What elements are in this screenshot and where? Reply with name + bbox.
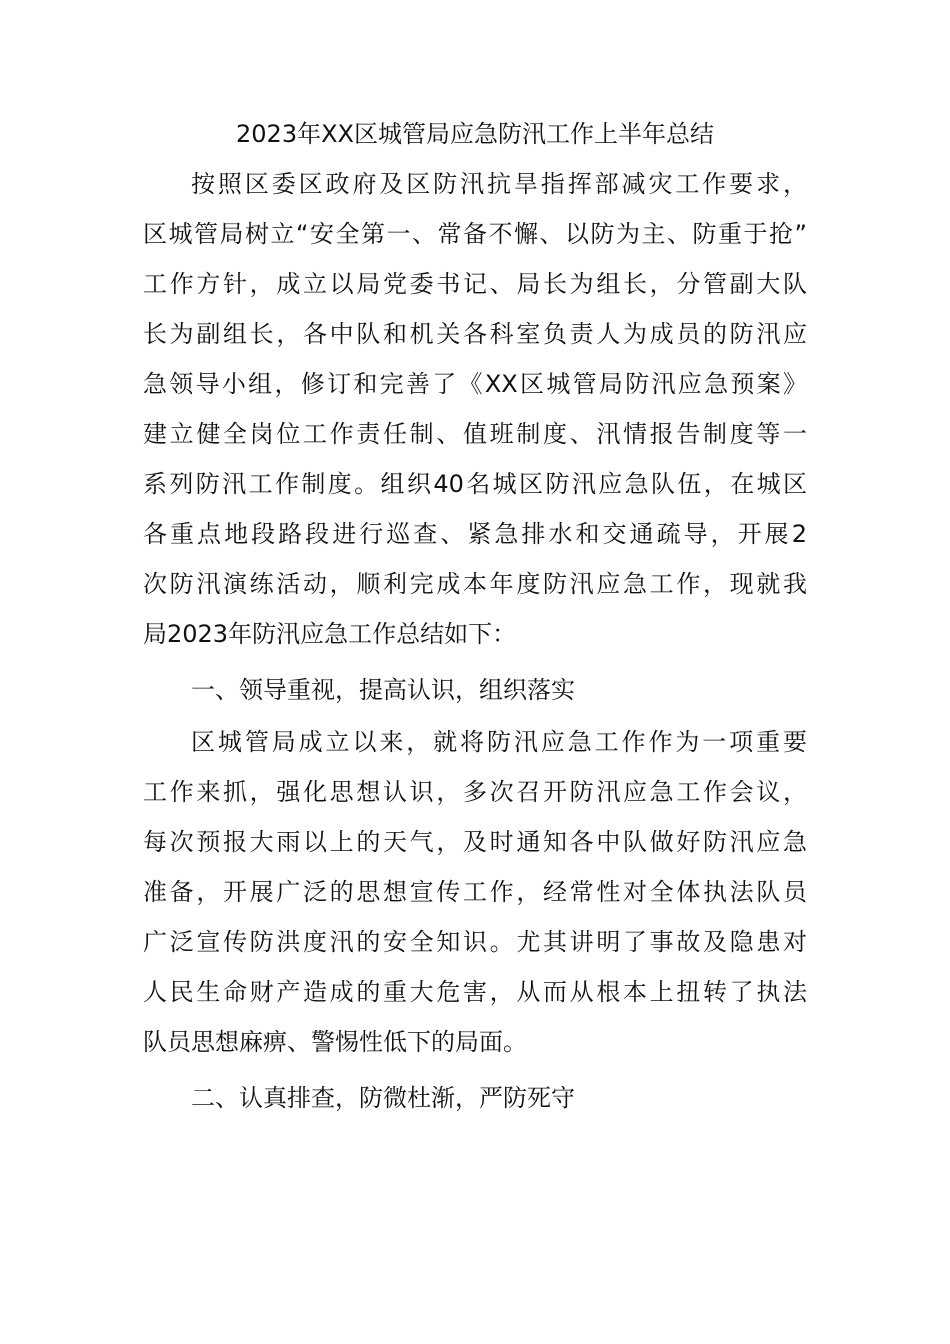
paragraph-line: 队员思想麻痹、警惕性低下的局面。 (143, 1028, 527, 1056)
section-heading-1: 一、领导重视，提高认识，组织落实 (191, 676, 575, 704)
paragraph-line: 按照区委区政府及区防汛抗旱指挥部减灾工作要求， (191, 170, 807, 198)
paragraph-line: 次防汛演练活动，顺利完成本年度防汛应急工作，现就我 (143, 570, 807, 598)
paragraph-line: 长为副组长，各中队和机关各科室负责人为成员的防汛应 (143, 320, 807, 348)
paragraph-line: 区城管局树立“安全第一、常备不懈、以防为主、防重于抢” (143, 220, 807, 248)
paragraph-line: 准备，开展广泛的思想宣传工作，经常性对全体执法队员 (143, 878, 807, 906)
section-heading-2: 二、认真排查，防微杜渐，严防死守 (191, 1084, 575, 1112)
paragraph-line: 区城管局成立以来，就将防汛应急工作作为一项重要 (191, 728, 807, 756)
paragraph-line: 每次预报大雨以上的天气，及时通知各中队做好防汛应急 (143, 828, 807, 856)
paragraph-line: 工作来抓，强化思想认识，多次召开防汛应急工作会议， (143, 778, 807, 806)
document-title: 2023年XX区城管局应急防汛工作上半年总结 (236, 120, 714, 148)
paragraph-line: 急领导小组，修订和完善了《XX区城管局防汛应急预案》 (143, 370, 807, 398)
paragraph-line: 建立健全岗位工作责任制、值班制度、汛情报告制度等一 (143, 420, 807, 448)
paragraph-line: 各重点地段路段进行巡查、紧急排水和交通疏导，开展2 (143, 520, 807, 548)
paragraph-line: 工作方针，成立以局党委书记、局长为组长，分管副大队 (143, 270, 807, 298)
paragraph-line: 广泛宣传防洪度汛的安全知识。尤其讲明了事故及隐患对 (143, 928, 807, 956)
paragraph-line: 人民生命财产造成的重大危害，从而从根本上扭转了执法 (143, 978, 807, 1006)
paragraph-line: 系列防汛工作制度。组织40名城区防汛应急队伍，在城区 (143, 470, 807, 498)
paragraph-line: 局2023年防汛应急工作总结如下： (143, 620, 517, 648)
